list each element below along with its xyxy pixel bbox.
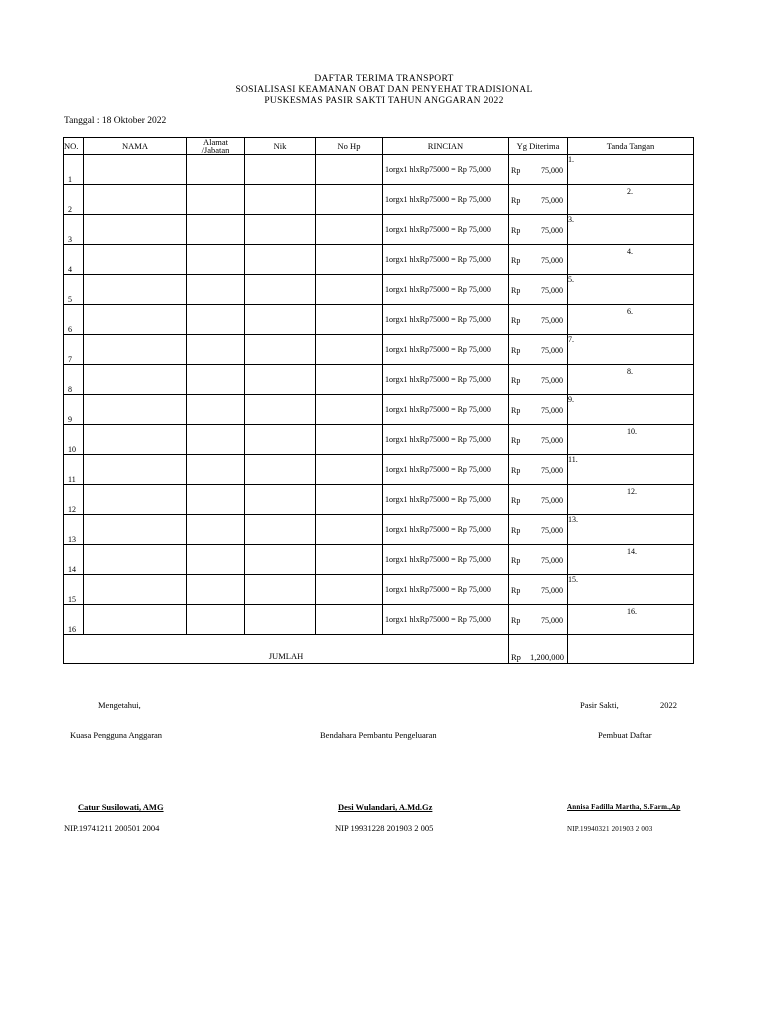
signature-cell <box>568 605 694 635</box>
document-subtitle-2: PUSKESMAS PASIR SAKTI TAHUN ANGGARAN 2022 <box>264 96 504 106</box>
role-kuasa: Kuasa Pengguna Anggaran <box>70 730 163 740</box>
signature-cell <box>568 215 694 245</box>
diterima-cell <box>509 245 568 275</box>
role-bendahara: Bendahara Pembantu Pengeluaran <box>320 730 437 740</box>
signatory-nip-2: NIP 19931228 201903 2 005 <box>335 823 434 833</box>
diterima-cell <box>509 335 568 365</box>
signature-cell <box>568 395 694 425</box>
signature-number: 16. <box>627 607 637 616</box>
table-row <box>64 305 694 335</box>
alamat-cell <box>187 275 245 305</box>
diterima-cell <box>509 515 568 545</box>
table-total <box>64 635 694 664</box>
nama-cell <box>84 455 187 485</box>
signatory-nip-3: NIP.19940321 201903 2 003 <box>567 825 653 833</box>
nohp-cell <box>316 575 383 605</box>
nik-cell <box>245 335 316 365</box>
rincian-cell <box>383 275 509 305</box>
alamat-cell <box>187 155 245 185</box>
rincian-text: 1orgx1 hlxRp75000 = Rp 75,000 <box>385 525 491 534</box>
alamat-cell <box>187 305 245 335</box>
nama-cell <box>84 575 187 605</box>
currency-label: Rp <box>511 316 521 325</box>
rincian-cell <box>383 545 509 575</box>
nama-cell <box>84 545 187 575</box>
rincian-text: 1orgx1 hlxRp75000 = Rp 75,000 <box>385 495 491 504</box>
table-row <box>64 395 694 425</box>
nohp-cell <box>316 245 383 275</box>
table-row <box>64 335 694 365</box>
signature-number: 9. <box>568 395 574 404</box>
rincian-cell <box>383 305 509 335</box>
signature-cell <box>568 155 694 185</box>
signature-cell <box>568 485 694 515</box>
nama-cell <box>84 335 187 365</box>
table-row <box>64 515 694 545</box>
amount-value: 75,000 <box>541 616 563 625</box>
rincian-text: 1orgx1 hlxRp75000 = Rp 75,000 <box>385 165 491 174</box>
nik-cell <box>245 485 316 515</box>
alamat-cell <box>187 485 245 515</box>
signature-cell <box>568 455 694 485</box>
table-row <box>64 245 694 275</box>
alamat-cell <box>187 245 245 275</box>
rincian-text: 1orgx1 hlxRp75000 = Rp 75,000 <box>385 345 491 354</box>
nohp-cell <box>316 335 383 365</box>
amount-value: 75,000 <box>541 406 563 415</box>
diterima-cell <box>509 275 568 305</box>
rincian-text: 1orgx1 hlxRp75000 = Rp 75,000 <box>385 375 491 384</box>
alamat-cell <box>187 545 245 575</box>
diterima-cell <box>509 455 568 485</box>
nohp-cell <box>316 425 383 455</box>
diterima-cell <box>509 575 568 605</box>
currency-label: Rp <box>511 286 521 295</box>
nik-cell <box>245 515 316 545</box>
document-header <box>0 74 768 107</box>
col-alamat-header <box>187 138 245 155</box>
signature-cell <box>568 305 694 335</box>
col-ttd-header: Tanda Tangan <box>568 138 694 155</box>
table-row <box>64 455 694 485</box>
rincian-text: 1orgx1 hlxRp75000 = Rp 75,000 <box>385 195 491 204</box>
rincian-text: 1orgx1 hlxRp75000 = Rp 75,000 <box>385 615 491 624</box>
row-number: 15 <box>64 575 84 605</box>
col-nama-header: NAMA <box>84 138 187 155</box>
document-title: DAFTAR TERIMA TRANSPORT <box>314 74 454 84</box>
signature-number: 8. <box>627 367 633 376</box>
amount-value: 75,000 <box>541 286 563 295</box>
signature-number: 3. <box>568 215 574 224</box>
amount-value: 75,000 <box>541 346 563 355</box>
signatory-name-2: Desi Wulandari, A.Md.Gz <box>338 802 433 812</box>
rincian-cell <box>383 395 509 425</box>
nohp-cell <box>316 485 383 515</box>
amount-value: 75,000 <box>541 316 563 325</box>
signatory-name-1: Catur Susilowati, AMG <box>78 802 164 812</box>
signatory-name-3: Annisa Fadilla Martha, S.Farm.,Ap <box>567 803 681 811</box>
currency-label: Rp <box>511 556 521 565</box>
alamat-cell <box>187 515 245 545</box>
alamat-cell <box>187 575 245 605</box>
nohp-cell <box>316 365 383 395</box>
currency-label: Rp <box>511 436 521 445</box>
row-number: 5 <box>64 275 84 305</box>
nama-cell <box>84 245 187 275</box>
nik-cell <box>245 185 316 215</box>
table-row <box>64 485 694 515</box>
rincian-cell <box>383 185 509 215</box>
nohp-cell <box>316 305 383 335</box>
row-number: 14 <box>64 545 84 575</box>
currency-label: Rp <box>511 346 521 355</box>
alamat-cell <box>187 365 245 395</box>
signature-cell <box>568 515 694 545</box>
alamat-cell <box>187 455 245 485</box>
table-row <box>64 575 694 605</box>
signature-number: 14. <box>627 547 637 556</box>
row-number: 9 <box>64 395 84 425</box>
row-number: 10 <box>64 425 84 455</box>
rincian-cell <box>383 515 509 545</box>
rincian-cell <box>383 425 509 455</box>
signature-cell <box>568 545 694 575</box>
amount-value: 75,000 <box>541 466 563 475</box>
amount-value: 75,000 <box>541 496 563 505</box>
col-diterima-header: Yg Diterima <box>509 138 568 155</box>
table-row <box>64 425 694 455</box>
amount-value: 75,000 <box>541 226 563 235</box>
nohp-cell <box>316 605 383 635</box>
currency-label: Rp <box>511 376 521 385</box>
total-amount-cell <box>509 649 568 664</box>
nohp-cell <box>316 515 383 545</box>
diterima-cell <box>509 395 568 425</box>
rincian-cell <box>383 365 509 395</box>
table-row <box>64 545 694 575</box>
table-row <box>64 365 694 395</box>
nama-cell <box>84 515 187 545</box>
nik-cell <box>245 395 316 425</box>
diterima-cell <box>509 485 568 515</box>
nohp-cell <box>316 275 383 305</box>
date-line: Tanggal : 18 Oktober 2022 <box>64 116 167 126</box>
row-number: 11 <box>64 455 84 485</box>
col-no-header: NO. <box>64 138 84 155</box>
nama-cell <box>84 365 187 395</box>
nama-cell <box>84 305 187 335</box>
rincian-text: 1orgx1 hlxRp75000 = Rp 75,000 <box>385 255 491 264</box>
rincian-text: 1orgx1 hlxRp75000 = Rp 75,000 <box>385 285 491 294</box>
signature-number: 2. <box>627 187 633 196</box>
row-number: 2 <box>64 185 84 215</box>
col-alamat-line1: Alamat <box>202 137 229 147</box>
transport-table <box>63 137 694 664</box>
diterima-cell <box>509 545 568 575</box>
total-amount: 1,200,000 <box>530 652 564 662</box>
mengetahui-label: Mengetahui, <box>98 700 141 710</box>
nohp-cell <box>316 155 383 185</box>
row-number: 6 <box>64 305 84 335</box>
table-body <box>64 155 694 635</box>
alamat-cell <box>187 215 245 245</box>
signature-number: 5. <box>568 275 574 284</box>
table-header-row <box>64 138 694 155</box>
row-number: 3 <box>64 215 84 245</box>
signature-number: 10. <box>627 427 637 436</box>
nik-cell <box>245 365 316 395</box>
total-currency: Rp <box>511 652 521 662</box>
amount-value: 75,000 <box>541 256 563 265</box>
alamat-cell <box>187 605 245 635</box>
currency-label: Rp <box>511 526 521 535</box>
signature-number: 15. <box>568 575 578 584</box>
rincian-cell <box>383 245 509 275</box>
nik-cell <box>245 245 316 275</box>
amount-value: 75,000 <box>541 376 563 385</box>
total-label: JUMLAH <box>64 649 509 664</box>
signature-number: 6. <box>627 307 633 316</box>
row-number: 1 <box>64 155 84 185</box>
rincian-text: 1orgx1 hlxRp75000 = Rp 75,000 <box>385 315 491 324</box>
signature-number: 13. <box>568 515 578 524</box>
table-row <box>64 605 694 635</box>
signature-cell <box>568 245 694 275</box>
nohp-cell <box>316 185 383 215</box>
signature-cell <box>568 185 694 215</box>
nama-cell <box>84 155 187 185</box>
col-rincian-header: RINCIAN <box>383 138 509 155</box>
rincian-cell <box>383 605 509 635</box>
signature-number: 1. <box>568 155 574 164</box>
table-row <box>64 275 694 305</box>
col-nohp-header: No Hp <box>316 138 383 155</box>
currency-label: Rp <box>511 616 521 625</box>
nama-cell <box>84 275 187 305</box>
table-row <box>64 215 694 245</box>
table-row <box>64 185 694 215</box>
signature-cell <box>568 275 694 305</box>
alamat-cell <box>187 395 245 425</box>
nohp-cell <box>316 455 383 485</box>
nik-cell <box>245 575 316 605</box>
currency-label: Rp <box>511 256 521 265</box>
alamat-cell <box>187 185 245 215</box>
diterima-cell <box>509 365 568 395</box>
nik-cell <box>245 275 316 305</box>
signature-cell <box>568 575 694 605</box>
row-number: 4 <box>64 245 84 275</box>
nohp-cell <box>316 395 383 425</box>
diterima-cell <box>509 305 568 335</box>
alamat-cell <box>187 425 245 455</box>
currency-label: Rp <box>511 196 521 205</box>
signature-cell <box>568 425 694 455</box>
nik-cell <box>245 545 316 575</box>
table-row <box>64 155 694 185</box>
rincian-text: 1orgx1 hlxRp75000 = Rp 75,000 <box>385 225 491 234</box>
rincian-text: 1orgx1 hlxRp75000 = Rp 75,000 <box>385 435 491 444</box>
nik-cell <box>245 305 316 335</box>
rincian-text: 1orgx1 hlxRp75000 = Rp 75,000 <box>385 465 491 474</box>
currency-label: Rp <box>511 466 521 475</box>
diterima-cell <box>509 605 568 635</box>
row-number: 13 <box>64 515 84 545</box>
rincian-cell <box>383 575 509 605</box>
diterima-cell <box>509 185 568 215</box>
diterima-cell <box>509 425 568 455</box>
currency-label: Rp <box>511 496 521 505</box>
nik-cell <box>245 425 316 455</box>
alamat-cell <box>187 335 245 365</box>
col-nik-header: Nik <box>245 138 316 155</box>
col-alamat-line2: /Jabatan <box>201 145 230 155</box>
nik-cell <box>245 605 316 635</box>
nama-cell <box>84 485 187 515</box>
rincian-text: 1orgx1 hlxRp75000 = Rp 75,000 <box>385 555 491 564</box>
rincian-cell <box>383 485 509 515</box>
nama-cell <box>84 215 187 245</box>
place-label: Pasir Sakti, <box>580 700 619 710</box>
amount-value: 75,000 <box>541 436 563 445</box>
signature-number: 7. <box>568 335 574 344</box>
diterima-cell <box>509 155 568 185</box>
currency-label: Rp <box>511 226 521 235</box>
currency-label: Rp <box>511 406 521 415</box>
nama-cell <box>84 395 187 425</box>
nama-cell <box>84 605 187 635</box>
row-number: 16 <box>64 605 84 635</box>
rincian-text: 1orgx1 hlxRp75000 = Rp 75,000 <box>385 585 491 594</box>
diterima-cell <box>509 215 568 245</box>
signature-number: 11. <box>568 455 578 464</box>
signature-cell <box>568 335 694 365</box>
rincian-text: 1orgx1 hlxRp75000 = Rp 75,000 <box>385 405 491 414</box>
role-pembuat: Pembuat Daftar <box>598 730 652 740</box>
amount-value: 75,000 <box>541 556 563 565</box>
row-number: 7 <box>64 335 84 365</box>
nama-cell <box>84 425 187 455</box>
document-subtitle: SOSIALISASI KEAMANAN OBAT DAN PENYEHAT TRADISIONAL <box>235 85 533 95</box>
nik-cell <box>245 215 316 245</box>
amount-value: 75,000 <box>541 196 563 205</box>
rincian-cell <box>383 155 509 185</box>
rincian-cell <box>383 335 509 365</box>
nohp-cell <box>316 545 383 575</box>
rincian-cell <box>383 215 509 245</box>
row-number: 12 <box>64 485 84 515</box>
currency-label: Rp <box>511 166 521 175</box>
row-number: 8 <box>64 365 84 395</box>
nohp-cell <box>316 215 383 245</box>
rincian-cell <box>383 455 509 485</box>
currency-label: Rp <box>511 586 521 595</box>
signatory-nip-1: NIP.19741211 200501 2004 <box>64 823 160 833</box>
amount-value: 75,000 <box>541 526 563 535</box>
year-label: 2022 <box>660 700 677 710</box>
amount-value: 75,000 <box>541 586 563 595</box>
amount-value: 75,000 <box>541 166 563 175</box>
signature-number: 12. <box>627 487 637 496</box>
signature-number: 4. <box>627 247 633 256</box>
nama-cell <box>84 185 187 215</box>
nik-cell <box>245 155 316 185</box>
blank-row <box>64 635 694 650</box>
signature-cell <box>568 365 694 395</box>
nik-cell <box>245 455 316 485</box>
